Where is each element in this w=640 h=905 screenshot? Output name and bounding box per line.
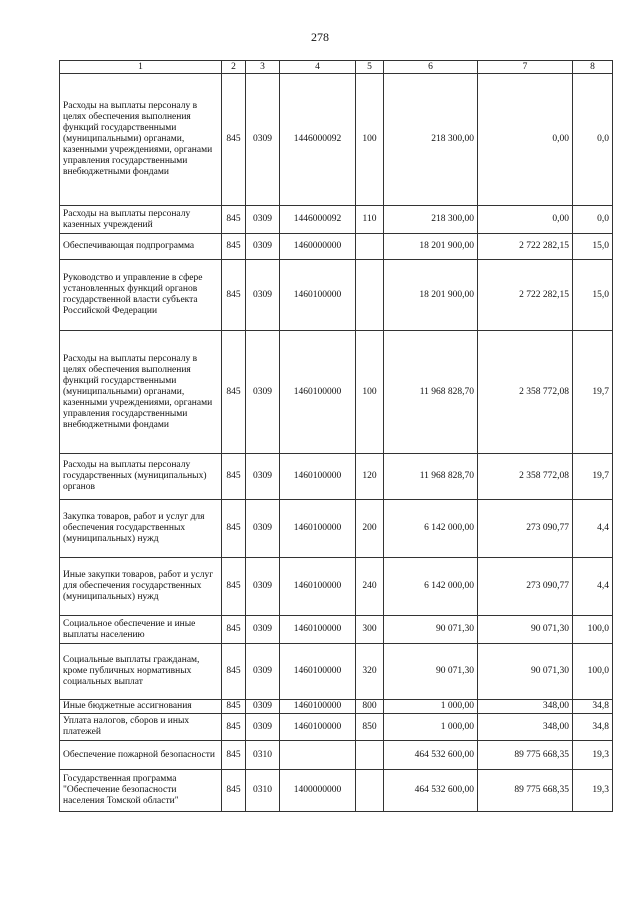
row-section: 0309 (246, 714, 280, 741)
row-type: 240 (356, 558, 384, 616)
row-target: 1460100000 (280, 714, 356, 741)
row-percent: 15,0 (573, 260, 613, 331)
row-percent: 0,0 (573, 206, 613, 234)
row-section: 0309 (246, 558, 280, 616)
row-fact: 89 775 668,35 (478, 741, 573, 770)
row-section: 0309 (246, 260, 280, 331)
row-name: Государственная программа "Обеспечение безопасности населения Томской области" (60, 770, 222, 812)
row-percent: 100,0 (573, 616, 613, 644)
row-name: Уплата налогов, сборов и иных платежей (60, 714, 222, 741)
table-row (60, 331, 613, 454)
row-fact: 348,00 (478, 714, 573, 741)
row-plan: 18 201 900,00 (384, 260, 478, 331)
row-type (356, 260, 384, 331)
row-plan: 18 201 900,00 (384, 234, 478, 260)
row-grbs: 845 (222, 260, 246, 331)
row-section: 0309 (246, 616, 280, 644)
budget-table (59, 60, 613, 812)
row-plan: 6 142 000,00 (384, 500, 478, 558)
row-target: 1460100000 (280, 260, 356, 331)
row-percent: 19,7 (573, 454, 613, 500)
row-fact: 273 090,77 (478, 500, 573, 558)
table-row (60, 234, 613, 260)
row-fact: 2 722 282,15 (478, 260, 573, 331)
header-col-8: 8 (573, 61, 613, 74)
row-section: 0309 (246, 331, 280, 454)
row-name: Закупка товаров, работ и услуг для обеспечения государственных (муниципальных) нужд (60, 500, 222, 558)
row-section: 0309 (246, 206, 280, 234)
row-grbs: 845 (222, 234, 246, 260)
row-fact: 89 775 668,35 (478, 770, 573, 812)
table-row (60, 644, 613, 700)
row-name: Социальное обеспечение и иные выплаты населению (60, 616, 222, 644)
row-target: 1460100000 (280, 644, 356, 700)
row-plan: 1 000,00 (384, 700, 478, 714)
row-name: Расходы на выплаты персоналу государственных (муниципальных) органов (60, 454, 222, 500)
table-row (60, 206, 613, 234)
row-section: 0309 (246, 454, 280, 500)
row-grbs: 845 (222, 700, 246, 714)
row-fact: 273 090,77 (478, 558, 573, 616)
row-target (280, 741, 356, 770)
table-row (60, 500, 613, 558)
header-col-3: 3 (246, 61, 280, 74)
row-type: 850 (356, 714, 384, 741)
row-type (356, 741, 384, 770)
header-col-1: 1 (60, 61, 222, 74)
row-percent: 19,3 (573, 741, 613, 770)
row-fact: 0,00 (478, 206, 573, 234)
row-name: Руководство и управление в сфере установленных функций органов государственной власти субъекта Российской Федерации (60, 260, 222, 331)
row-plan: 464 532 600,00 (384, 741, 478, 770)
header-col-2: 2 (222, 61, 246, 74)
row-section: 0309 (246, 500, 280, 558)
row-type: 100 (356, 331, 384, 454)
row-grbs: 845 (222, 770, 246, 812)
row-section: 0310 (246, 770, 280, 812)
header-col-6: 6 (384, 61, 478, 74)
header-col-7: 7 (478, 61, 573, 74)
row-plan: 218 300,00 (384, 206, 478, 234)
row-grbs: 845 (222, 558, 246, 616)
row-grbs: 845 (222, 644, 246, 700)
row-plan: 11 968 828,70 (384, 454, 478, 500)
row-target: 1460100000 (280, 331, 356, 454)
table-row (60, 714, 613, 741)
table-row (60, 741, 613, 770)
row-fact: 0,00 (478, 74, 573, 206)
row-plan: 90 071,30 (384, 644, 478, 700)
row-type: 800 (356, 700, 384, 714)
row-fact: 2 358 772,08 (478, 331, 573, 454)
row-name: Расходы на выплаты персоналу в целях обеспечения выполнения функций государственными (муниципальными) органами, казенными учреждениями, органами управления государственными внебюджетными фондами (60, 331, 222, 454)
row-grbs: 845 (222, 616, 246, 644)
row-fact: 2 722 282,15 (478, 234, 573, 260)
row-percent: 19,7 (573, 331, 613, 454)
row-plan: 218 300,00 (384, 74, 478, 206)
row-section: 0309 (246, 74, 280, 206)
row-type: 300 (356, 616, 384, 644)
page-number: 278 (311, 30, 329, 44)
row-target: 1460000000 (280, 234, 356, 260)
header-row (60, 61, 613, 74)
row-target: 1446000092 (280, 206, 356, 234)
row-fact: 348,00 (478, 700, 573, 714)
table-row (60, 74, 613, 206)
row-name: Социальные выплаты гражданам, кроме публичных нормативных социальных выплат (60, 644, 222, 700)
row-percent: 34,8 (573, 700, 613, 714)
row-name: Расходы на выплаты персоналу в целях обеспечения выполнения функций государственными (муниципальными) органами, казенными учреждениями, органами управления государственными внебюджетными фондами (60, 74, 222, 206)
table-row (60, 770, 613, 812)
row-name: Иные бюджетные ассигнования (60, 700, 222, 714)
row-type: 320 (356, 644, 384, 700)
table-row (60, 454, 613, 500)
row-target: 1460100000 (280, 454, 356, 500)
row-plan: 1 000,00 (384, 714, 478, 741)
header-col-5: 5 (356, 61, 384, 74)
row-target: 1460100000 (280, 700, 356, 714)
table-row (60, 616, 613, 644)
row-grbs: 845 (222, 74, 246, 206)
row-section: 0309 (246, 234, 280, 260)
row-percent: 15,0 (573, 234, 613, 260)
row-percent: 4,4 (573, 558, 613, 616)
row-plan: 6 142 000,00 (384, 558, 478, 616)
row-percent: 34,8 (573, 714, 613, 741)
row-fact: 90 071,30 (478, 644, 573, 700)
row-type: 100 (356, 74, 384, 206)
row-target: 1460100000 (280, 558, 356, 616)
row-name: Обеспечение пожарной безопасности (60, 741, 222, 770)
row-target: 1460100000 (280, 500, 356, 558)
row-target: 1446000092 (280, 74, 356, 206)
row-percent: 100,0 (573, 644, 613, 700)
row-section: 0310 (246, 741, 280, 770)
row-fact: 90 071,30 (478, 616, 573, 644)
row-type (356, 770, 384, 812)
row-target: 1460100000 (280, 616, 356, 644)
row-grbs: 845 (222, 331, 246, 454)
row-type: 200 (356, 500, 384, 558)
row-name: Иные закупки товаров, работ и услуг для обеспечения государственных (муниципальных) нужд (60, 558, 222, 616)
row-target: 1400000000 (280, 770, 356, 812)
row-grbs: 845 (222, 500, 246, 558)
row-percent: 0,0 (573, 74, 613, 206)
row-percent: 19,3 (573, 770, 613, 812)
row-plan: 464 532 600,00 (384, 770, 478, 812)
row-plan: 11 968 828,70 (384, 331, 478, 454)
row-percent: 4,4 (573, 500, 613, 558)
table-row (60, 260, 613, 331)
row-plan: 90 071,30 (384, 616, 478, 644)
row-section: 0309 (246, 644, 280, 700)
row-name: Обеспечивающая подпрограмма (60, 234, 222, 260)
table-row (60, 558, 613, 616)
row-type: 120 (356, 454, 384, 500)
table-row (60, 700, 613, 714)
row-section: 0309 (246, 700, 280, 714)
header-col-4: 4 (280, 61, 356, 74)
row-name: Расходы на выплаты персоналу казенных учреждений (60, 206, 222, 234)
row-grbs: 845 (222, 206, 246, 234)
row-type (356, 234, 384, 260)
row-grbs: 845 (222, 454, 246, 500)
row-type: 110 (356, 206, 384, 234)
row-grbs: 845 (222, 714, 246, 741)
row-grbs: 845 (222, 741, 246, 770)
row-fact: 2 358 772,08 (478, 454, 573, 500)
